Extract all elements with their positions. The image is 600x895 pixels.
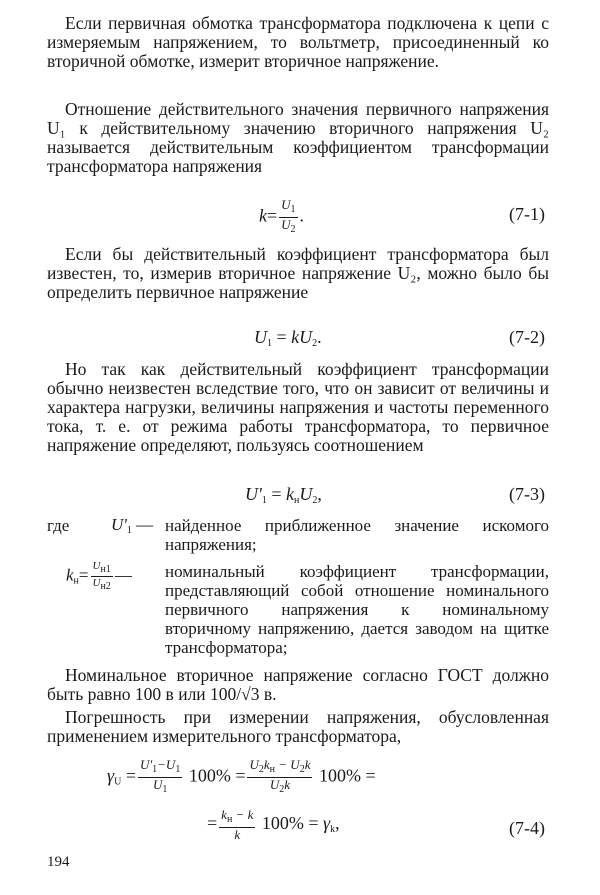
equation-7-1: k= $\frac{U_1}{U_2}$ . (7-1) xyxy=(259,197,545,235)
paragraph-1: Если первичная обмотка трансформатора подключена к цепи с измеряемым напряжением, то вольтметр, присоединенный ко вторичной обмотке, измерит вторичное напряжение. xyxy=(47,13,549,71)
where-label: где xyxy=(47,516,70,535)
paragraph-5: Номинальное вторичное напряжение согласно ГОСТ должно быть равно 100 в или 100/√3 в. xyxy=(47,665,549,704)
paragraph-6: Погрешность при измерении напряжения, обусловленная применением измерительного трансформатора, xyxy=(47,707,549,746)
equation-number: (7-4) xyxy=(509,818,545,838)
equation-7-4-line-1: $\gamma_U$ = $\frac{U'_1-U_1}{U_1}$ 100% = $\frac{U_2k_н - U_2k}{U_2k}$ 100% = xyxy=(107,757,376,795)
definition-text-1: найденное приближенное значение искомого напряжения; xyxy=(165,516,549,554)
paragraph-2: Отношение действительного значения первичного напряжения U₁ к действительному значению вторичного напряжения U₂ называется действительным коэффициентом трансформации трансформатора напряжения xyxy=(47,99,549,176)
paragraph-4: Но так как действительный коэффициент трансформации обычно неизвестен вследствие того, что он зависит от величины и характера нагрузки, величины напряжения и частоты переменного тока, т. е. от режима работы трансформатора, то первичное напряжение определяют, пользуясь соотношением xyxy=(47,359,549,455)
equation-7-4-line-2: = $\frac{k_н - k}{k}$ $100\% = \gamma_k$, (7-4) xyxy=(207,807,545,842)
equation-number: (7-3) xyxy=(509,484,545,504)
definition-term-2: $k_н=$ $\frac{U_{н1}}{U_{н2}}$ — xyxy=(66,560,132,592)
equation-7-2: $U_1 = kU_2$. (7-2) xyxy=(254,327,545,349)
definition-term-1: $U'_1$ — xyxy=(111,515,154,536)
equation-number: (7-1) xyxy=(509,204,545,224)
definition-text-2: номинальный коэффициент трансформации, представляющий собой отношение номинального первичного напряжения к номинальному вторичному напряжению, дается заводом на щитке трансформатора; xyxy=(165,562,549,657)
equation-7-3: $U'_1 = k_нU_2$, (7-3) xyxy=(245,484,545,506)
paragraph-3: Если бы действительный коэффициент трансформатора был известен, то, измерив вторичное напряжение U₂, можно было бы определить первичное напряжение xyxy=(47,244,549,302)
equation-number: (7-2) xyxy=(509,327,545,347)
page-number: 194 xyxy=(47,854,70,870)
